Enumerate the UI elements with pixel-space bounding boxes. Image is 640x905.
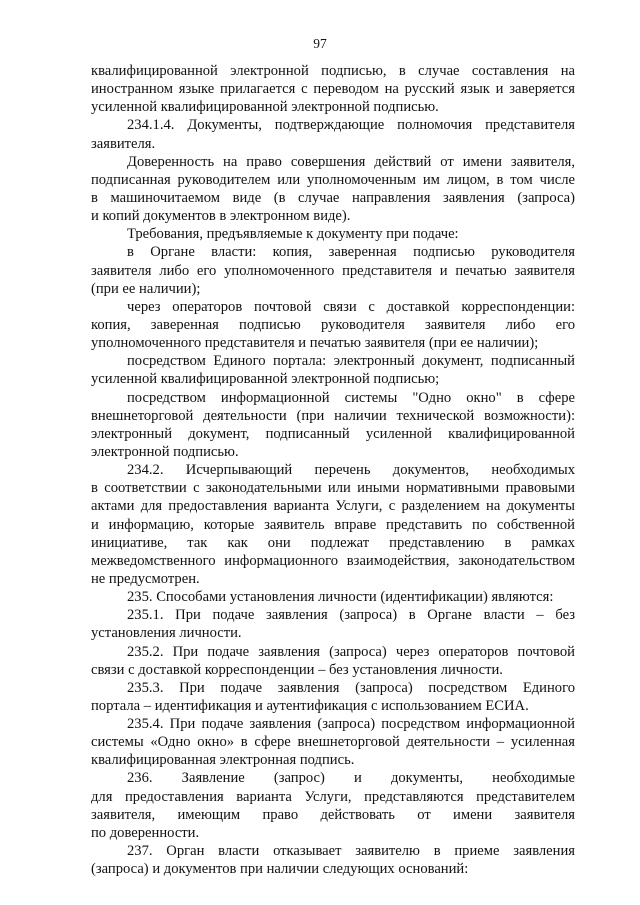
paragraph bbox=[91, 643, 575, 679]
text-line: посредством информационной системы "Одно окно" в сфере bbox=[127, 389, 575, 406]
paragraph bbox=[91, 842, 575, 878]
paragraph bbox=[91, 679, 575, 715]
text-line: Доверенность на право совершения действий от имени заявителя, bbox=[127, 153, 575, 170]
paragraph bbox=[91, 62, 575, 116]
text-line: через операторов почтовой связи с доставкой корреспонденции: bbox=[127, 298, 575, 315]
paragraph bbox=[91, 588, 575, 606]
paragraph bbox=[91, 298, 575, 352]
text-line: и информацию, которые заявитель вправе представить по собственной bbox=[91, 516, 575, 533]
text-line: внешнеторговой деятельности (при наличии технической возможности): bbox=[91, 407, 575, 424]
text-line: для предоставления варианта Услуги, представляются представителем bbox=[91, 788, 575, 805]
text-line: установления личности. bbox=[91, 625, 242, 642]
paragraph bbox=[91, 116, 575, 152]
text-line: заявителя. bbox=[91, 135, 156, 152]
text-line: посредством Единого портала: электронный документ, подписанный bbox=[127, 353, 575, 370]
text-line: не предусмотрен. bbox=[91, 570, 200, 587]
paragraph bbox=[91, 225, 575, 243]
text-line: 235.1. При подаче заявления (запроса) в Органе власти – без bbox=[127, 607, 575, 624]
text-line: копия, заверенная подписью руководителя заявителя либо его bbox=[91, 316, 575, 333]
text-line: иностранном языке прилагается с переводом на русский язык и заверяется bbox=[91, 81, 575, 98]
text-line: в Органе власти: копия, заверенная подписью руководителя bbox=[127, 244, 575, 261]
paragraph bbox=[91, 153, 575, 226]
text-line: 236. Заявление (запрос) и документы, необходимые bbox=[127, 770, 575, 787]
text-line: заявителя либо его уполномоченного представителя и печатью заявителя bbox=[91, 262, 575, 279]
text-line: инициативе, так как они подлежат представлению в рамках bbox=[91, 534, 575, 551]
text-line: 234.1.4. Документы, подтверждающие полномочия представителя bbox=[127, 117, 575, 134]
paragraph bbox=[91, 606, 575, 642]
text-line: и копий документов в электронном виде). bbox=[91, 208, 351, 225]
paragraph bbox=[91, 715, 575, 769]
text-line: актами для предоставления варианта Услуги, с разделением на документы bbox=[91, 498, 575, 515]
text-line: системы «Одно окно» в сфере внешнеторговой деятельности – усиленная bbox=[91, 734, 575, 751]
paragraph bbox=[91, 352, 575, 388]
paragraph bbox=[91, 389, 575, 462]
text-line: квалифицированной электронной подписью, в случае составления на bbox=[91, 63, 575, 79]
text-line: 235.3. При подаче заявления (запроса) посредством Единого bbox=[127, 679, 575, 696]
text-line: заявителя, имеющим право действовать от имени заявителя bbox=[91, 806, 575, 823]
text-line: (запроса) и документов при наличии следующих оснований: bbox=[91, 861, 469, 878]
text-line: усиленной квалифицированной электронной подписью. bbox=[91, 99, 439, 116]
text-line: Требования, предъявляемые к документу при подаче: bbox=[127, 226, 459, 243]
text-line: связи с доставкой корреспонденции – без установления личности. bbox=[91, 661, 503, 678]
text-line: 234.2. Исчерпывающий перечень документов, необходимых bbox=[127, 462, 575, 479]
text-line: (при ее наличии); bbox=[91, 280, 201, 297]
text-line: квалифицированная электронная подпись. bbox=[91, 752, 355, 769]
text-line: электронной подписью. bbox=[91, 443, 239, 460]
text-line: 237. Орган власти отказывает заявителю в приеме заявления bbox=[127, 843, 575, 860]
document-body bbox=[91, 62, 575, 878]
text-line: 235.4. При подаче заявления (запроса) посредством информационной bbox=[127, 716, 575, 733]
text-line: межведомственного информационного взаимодействия, законодательством bbox=[91, 552, 575, 569]
page-number: 97 bbox=[313, 36, 327, 51]
text-line: 235.2. При подаче заявления (запроса) через операторов почтовой bbox=[127, 643, 575, 660]
text-line: по доверенности. bbox=[91, 824, 200, 841]
text-line: усиленной квалифицированной электронной подписью; bbox=[91, 371, 440, 388]
paragraph bbox=[91, 243, 575, 297]
text-line: 235. Способами установления личности (идентификации) являются: bbox=[127, 589, 554, 606]
paragraph bbox=[91, 461, 575, 588]
text-line: в машиночитаемом виде (в случае направления заявления (запроса) bbox=[91, 189, 575, 206]
text-line: портала – идентификация и аутентификация с использованием ЕСИА. bbox=[91, 697, 529, 714]
text-line: подписанная руководителем или уполномоченным им лицом, в том числе bbox=[91, 171, 575, 188]
text-line: электронный документ, подписанный усиленной квалифицированной bbox=[91, 425, 575, 442]
text-line: в соответствии с законодательными или иными нормативными правовыми bbox=[91, 480, 575, 497]
paragraph bbox=[91, 769, 575, 842]
text-line: уполномоченного представителя и печатью заявителя (при ее наличии); bbox=[91, 335, 539, 352]
